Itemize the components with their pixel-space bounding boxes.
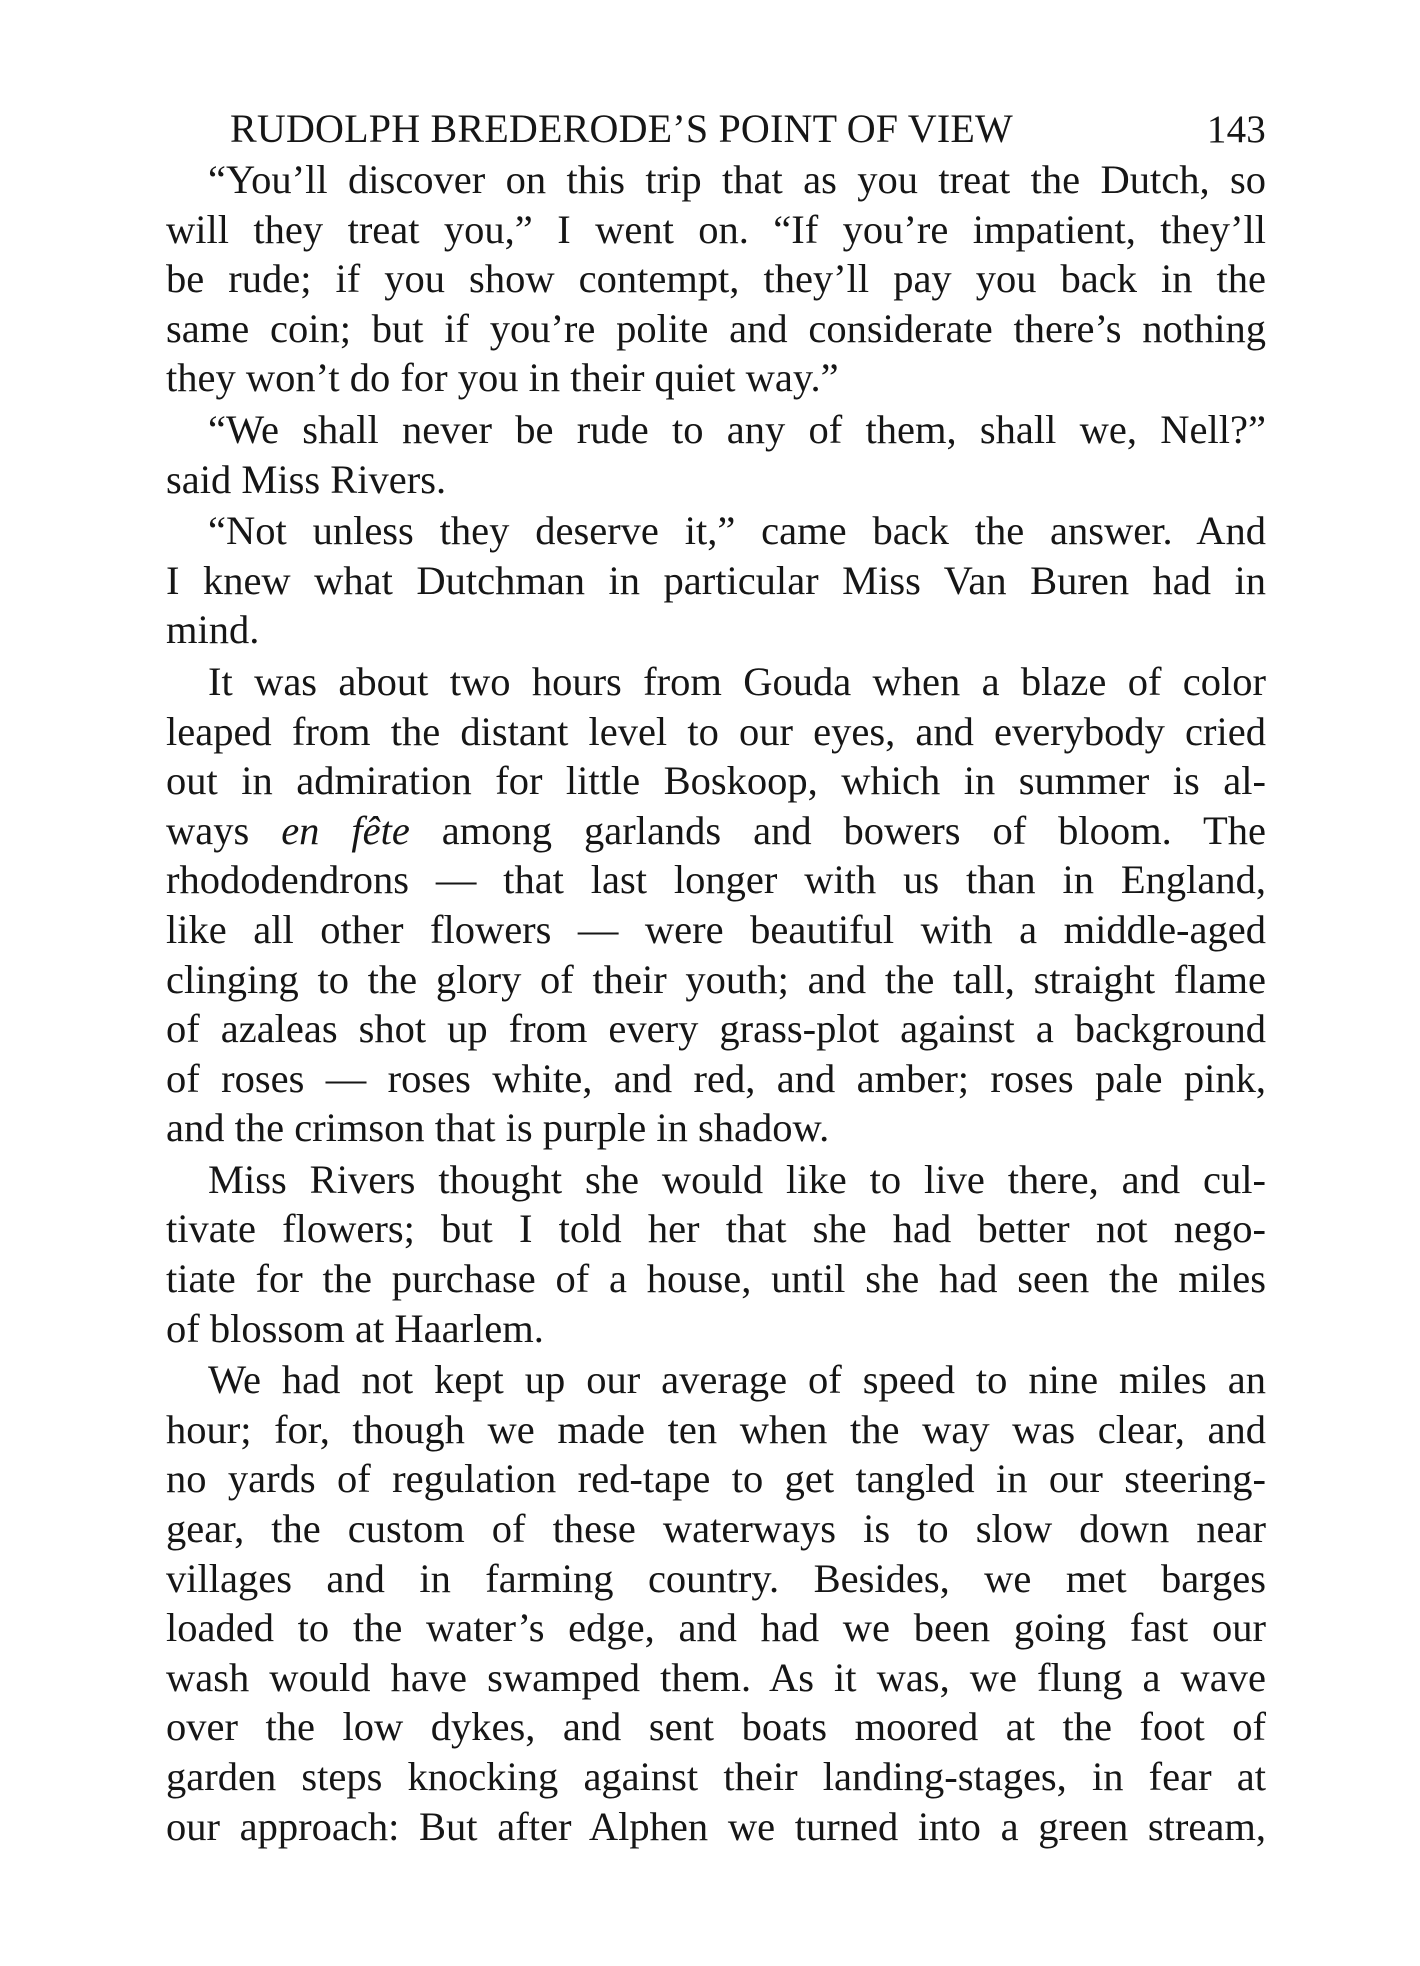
- text-line: wash would have swamped them. As it was, we flung a wave: [166, 1654, 1266, 1700]
- text-line: villages and in farming country. Besides, we met barges: [166, 1555, 1266, 1601]
- body-text: [166, 155, 1266, 1851]
- text-line: mind.: [166, 607, 260, 653]
- text-line: of blossom at Haarlem.: [166, 1305, 544, 1351]
- text-line: tivate flowers; but I told her that she had better not nego-: [166, 1206, 1266, 1252]
- text-line: garden steps knocking against their landing-stages, in fear at: [166, 1754, 1266, 1799]
- paragraph: [166, 1355, 1266, 1851]
- text-line: “Not unless they deserve it,” came back the answer. And: [208, 508, 1266, 554]
- text-line: of azaleas shot up from every grass-plot against a background: [166, 1006, 1266, 1052]
- text-line: clinging to the glory of their youth; and the tall, straight flame: [166, 956, 1266, 1002]
- paragraph: [166, 405, 1266, 504]
- running-title: RUDOLPH BREDERODE’S POINT OF VIEW: [230, 106, 1013, 151]
- text-line: loaded to the water’s edge, and had we been going fast our: [166, 1605, 1266, 1651]
- book-page: [166, 104, 1266, 1851]
- text-line: tiate for the purchase of a house, until she had seen the miles: [166, 1256, 1266, 1302]
- text-line: out in admiration for little Boskoop, which in summer is al-: [166, 758, 1266, 804]
- text-line: I knew what Dutchman in particular Miss Van Buren had in: [166, 557, 1266, 603]
- text-line: said Miss Rivers.: [166, 456, 447, 502]
- text-line: they won’t do for you in their quiet way.”: [166, 355, 839, 401]
- text-line: ways en fête among garlands and bowers of bloom. The: [166, 807, 1266, 853]
- text-line: will they treat you,” I went on. “If you’re impatient, they’ll: [166, 206, 1266, 252]
- paragraph: [166, 506, 1266, 655]
- text-line: be rude; if you show contempt, they’ll pay you back in the: [166, 256, 1266, 302]
- text-line: same coin; but if you’re polite and considerate there’s nothing: [166, 305, 1266, 351]
- paragraph: [166, 657, 1266, 1153]
- text-line: gear, the custom of these waterways is to slow down near: [166, 1506, 1266, 1552]
- text-line: of roses — roses white, and red, and amber; roses pale pink,: [166, 1055, 1266, 1101]
- italic-phrase: en fête: [281, 807, 410, 853]
- text-line: no yards of regulation red-tape to get tangled in our steering-: [166, 1456, 1266, 1502]
- text-line: Miss Rivers thought she would like to live there, and cul-: [208, 1156, 1266, 1202]
- text-line: and the crimson that is purple in shadow.: [166, 1105, 830, 1151]
- text-line: It was about two hours from Gouda when a blaze of color: [208, 658, 1266, 704]
- text-line: over the low dykes, and sent boats moored at the foot of: [166, 1704, 1266, 1750]
- running-head: [230, 104, 1266, 155]
- paragraph: [166, 1155, 1266, 1353]
- text-line: leaped from the distant level to our eyes, and everybody cried: [166, 708, 1266, 754]
- text-line: rhododendrons — that last longer with us than in England,: [166, 857, 1266, 903]
- text-line: hour; for, though we made ten when the way was clear, and: [166, 1406, 1266, 1452]
- text-line: We had not kept up our average of speed to nine miles an: [208, 1357, 1266, 1403]
- text-line: “You’ll discover on this trip that as you treat the Dutch, so: [208, 157, 1266, 202]
- text-line: like all other flowers — were beautiful with a middle-aged: [166, 906, 1266, 952]
- text-line: our approach: But after Alphen we turned into a green stream,: [166, 1803, 1266, 1849]
- page-number: 143: [1206, 108, 1266, 151]
- text-line: “We shall never be rude to any of them, shall we, Nell?”: [208, 406, 1266, 452]
- paragraph: [166, 155, 1266, 403]
